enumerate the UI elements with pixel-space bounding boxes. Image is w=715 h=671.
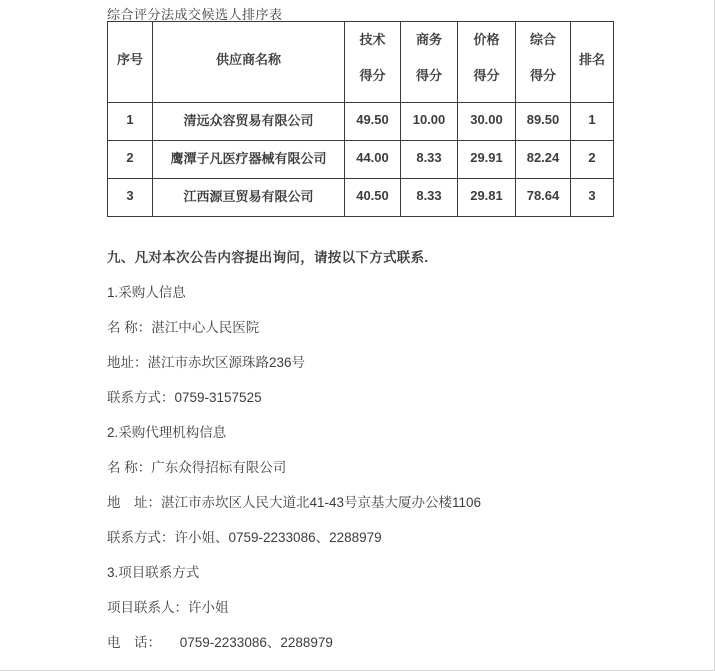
table-header-row xyxy=(108,22,614,103)
col-header-total-top: 综合 xyxy=(529,32,556,47)
col-header-price-score xyxy=(458,22,516,103)
contact-notice-section xyxy=(107,240,667,660)
cell-supplier: 清远众容贸易有限公司 xyxy=(153,103,345,141)
purchaser-name: 名 称：湛江中心人民医院 xyxy=(107,320,260,335)
purchaser-address: 地址：湛江市赤坎区源珠路236号 xyxy=(107,355,306,370)
col-header-biz-score xyxy=(401,22,458,103)
agency-info-title: 2.采购代理机构信息 xyxy=(107,425,227,440)
col-header-price-bottom: 得分 xyxy=(473,68,500,83)
notice-heading: 九、凡对本次公告内容提出询问，请按以下方式联系. xyxy=(107,250,429,265)
col-header-supplier: 供应商名称 xyxy=(153,22,345,103)
project-phone: 电 话： 0759-2233086、2288979 xyxy=(107,635,333,650)
purchaser-info-title: 1.采购人信息 xyxy=(107,285,186,300)
col-header-rank: 排名 xyxy=(571,22,614,103)
cell-seq: 3 xyxy=(108,179,153,217)
col-header-biz-top: 商务 xyxy=(415,32,442,47)
cell-rank: 1 xyxy=(571,103,614,141)
col-header-tech-top: 技术 xyxy=(359,32,386,47)
cell-biz-score: 10.00 xyxy=(401,103,458,141)
col-header-tech-bottom: 得分 xyxy=(359,68,386,83)
cell-price-score: 29.91 xyxy=(458,141,516,179)
project-contact-title: 3.项目联系方式 xyxy=(107,565,200,580)
col-header-biz-bottom: 得分 xyxy=(415,68,442,83)
col-header-total-bottom: 得分 xyxy=(529,68,556,83)
agency-contact: 联系方式：许小姐、0759-2233086、2288979 xyxy=(107,530,382,545)
cell-supplier: 鹰潭子凡医疗器械有限公司 xyxy=(153,141,345,179)
col-header-price-top: 价格 xyxy=(473,32,500,47)
purchaser-contact: 联系方式：0759-3157525 xyxy=(107,390,262,405)
cell-price-score: 29.81 xyxy=(458,179,516,217)
project-contact-person: 项目联系人：许小姐 xyxy=(107,600,229,615)
cell-tech-score: 49.50 xyxy=(345,103,401,141)
col-header-total-score xyxy=(516,22,571,103)
cell-seq: 2 xyxy=(108,141,153,179)
cell-price-score: 30.00 xyxy=(458,103,516,141)
table-row xyxy=(108,141,614,179)
cell-seq: 1 xyxy=(108,103,153,141)
cell-biz-score: 8.33 xyxy=(401,179,458,217)
cell-tech-score: 40.50 xyxy=(345,179,401,217)
cell-total-score: 89.50 xyxy=(516,103,571,141)
cell-total-score: 78.64 xyxy=(516,179,571,217)
cell-total-score: 82.24 xyxy=(516,141,571,179)
col-header-tech-score xyxy=(345,22,401,103)
col-header-seq: 序号 xyxy=(108,22,153,103)
cell-biz-score: 8.33 xyxy=(401,141,458,179)
ranking-table-title: 综合评分法成交候选人排序表 xyxy=(107,7,283,22)
table-row xyxy=(108,179,614,217)
agency-name: 名 称：广东众得招标有限公司 xyxy=(107,460,287,475)
cell-rank: 3 xyxy=(571,179,614,217)
cell-tech-score: 44.00 xyxy=(345,141,401,179)
agency-address: 地 址：湛江市赤坎区人民大道北41-43号京基大厦办公楼1106 xyxy=(107,495,482,510)
cell-rank: 2 xyxy=(571,141,614,179)
cell-supplier: 江西源亘贸易有限公司 xyxy=(153,179,345,217)
table-row xyxy=(108,103,614,141)
ranking-table xyxy=(107,21,614,217)
